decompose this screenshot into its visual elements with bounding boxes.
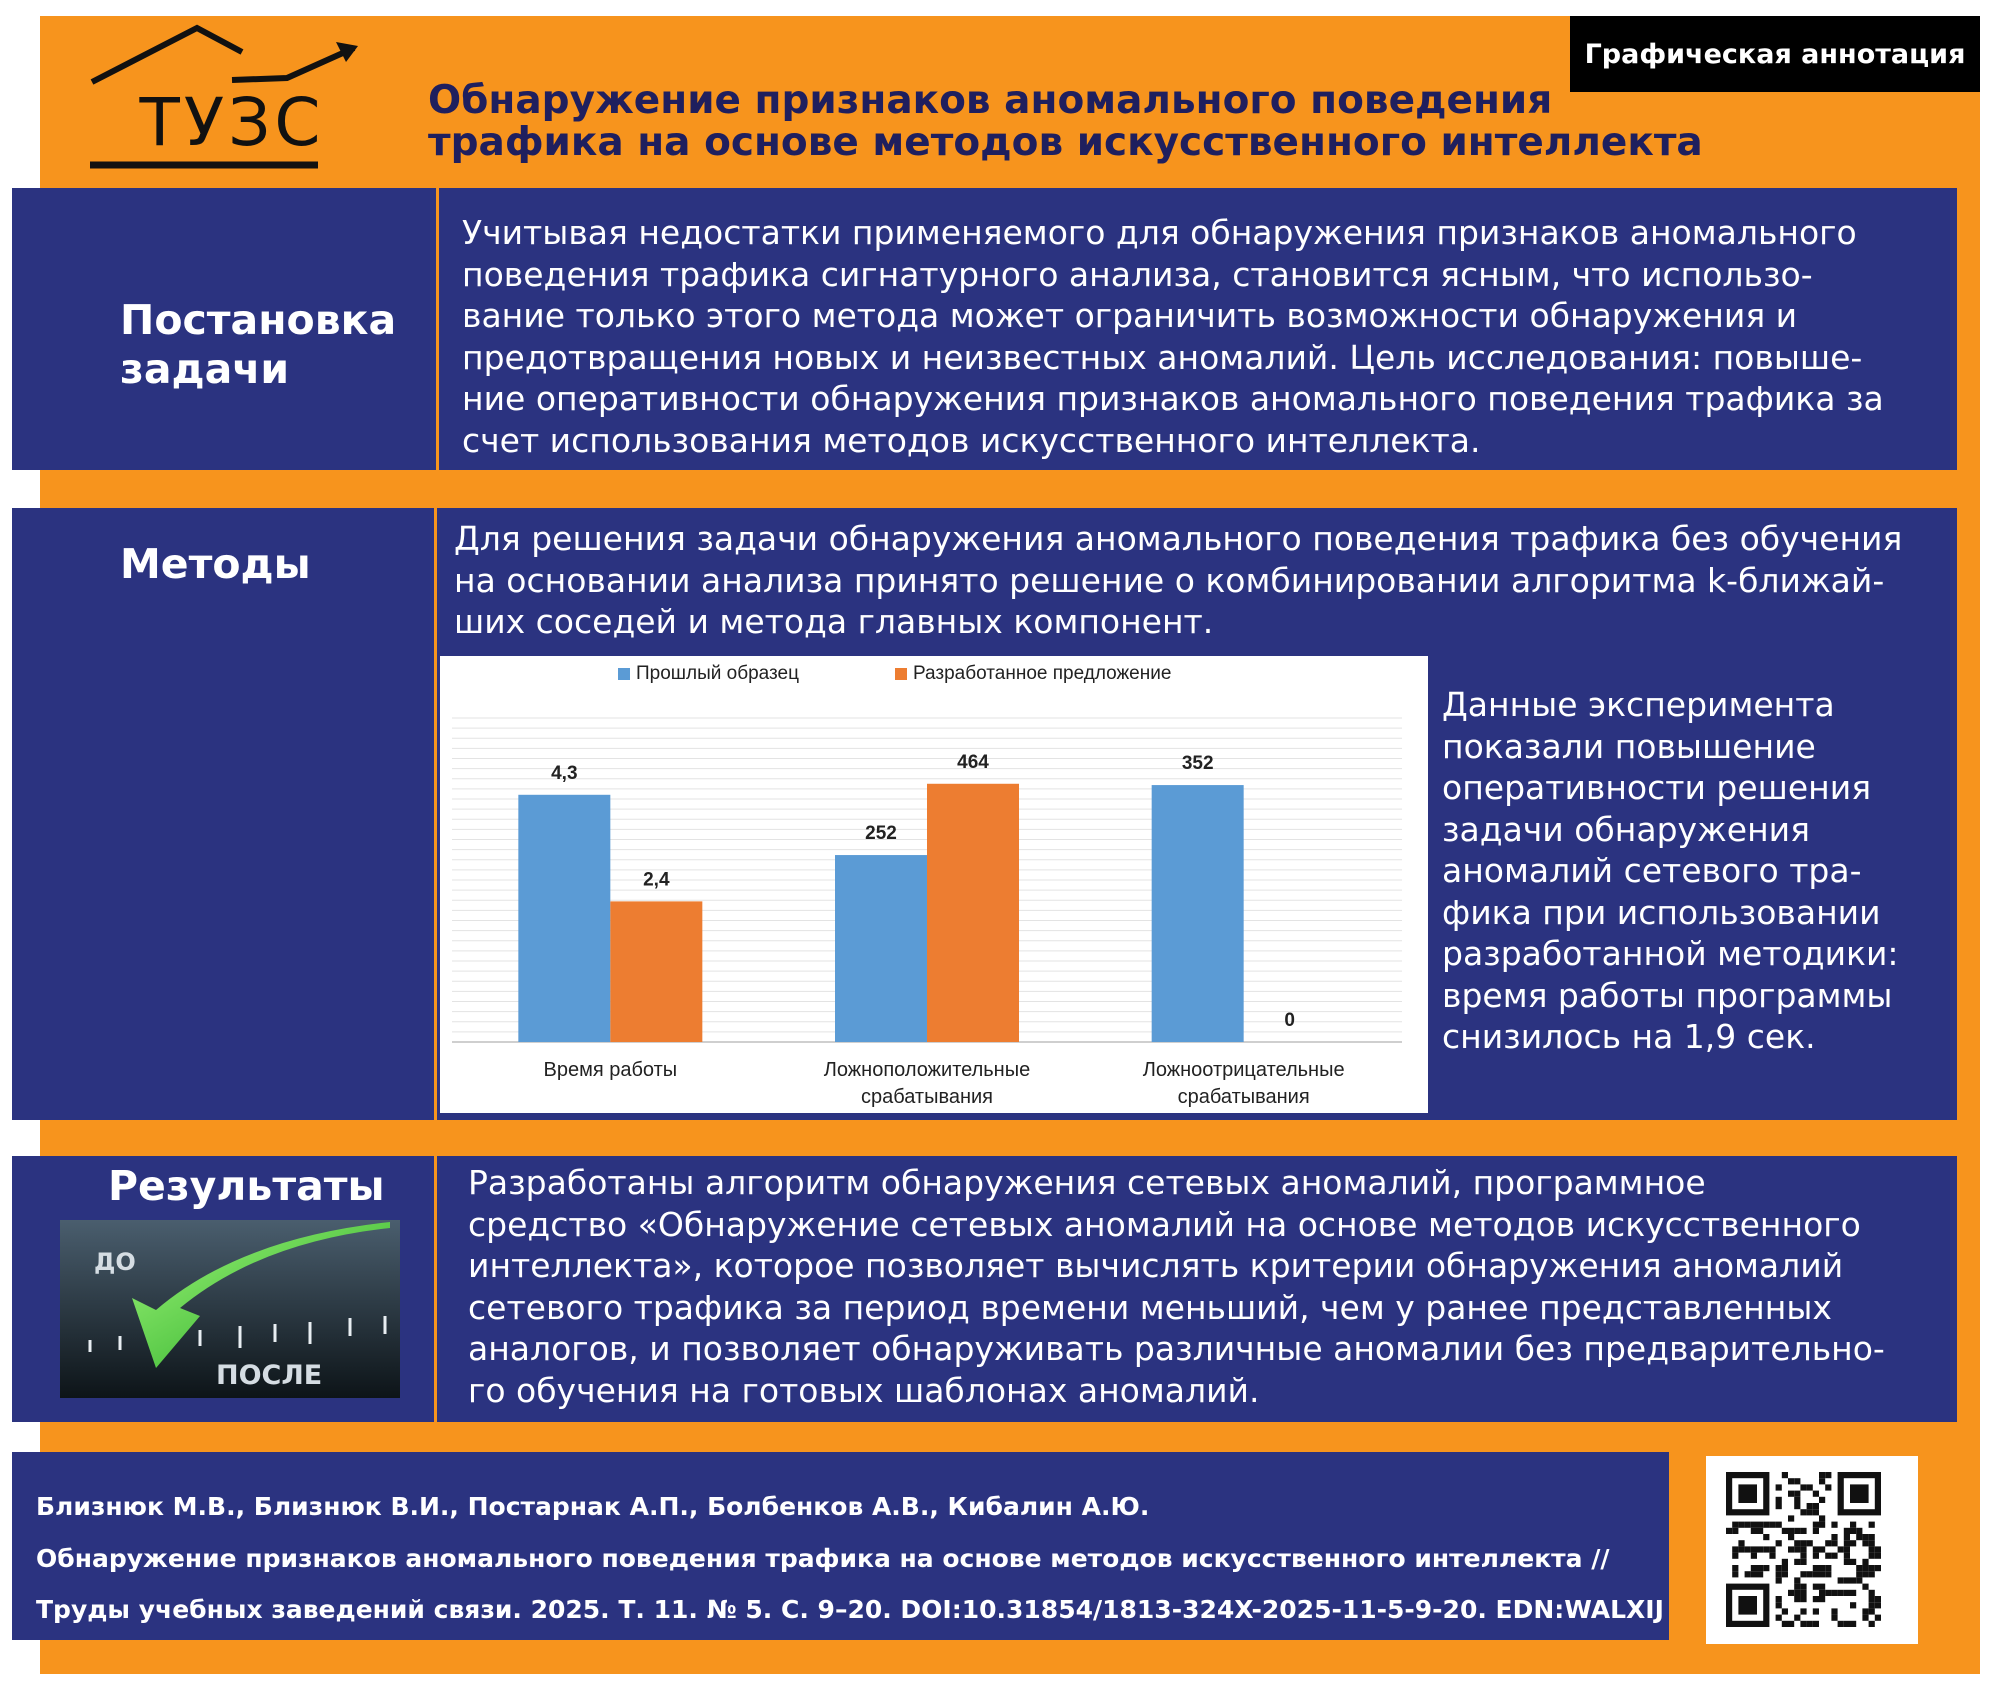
journal-logo bbox=[82, 20, 372, 180]
qr-module bbox=[1782, 1559, 1788, 1565]
qr-module bbox=[1745, 1522, 1751, 1528]
text-line: разработанной методики: bbox=[1442, 934, 1899, 973]
qr-module bbox=[1819, 1596, 1825, 1602]
qr-module bbox=[1831, 1540, 1837, 1546]
qr-module bbox=[1869, 1553, 1875, 1559]
chart-bar bbox=[610, 901, 702, 1042]
qr-module bbox=[1782, 1608, 1788, 1614]
qr-module bbox=[1844, 1528, 1850, 1534]
text-line: аномалий сетевого тра- bbox=[1442, 851, 1862, 890]
qr-module bbox=[1850, 1590, 1856, 1596]
qr-module bbox=[1788, 1478, 1794, 1484]
methods-heading: Методы bbox=[120, 540, 311, 588]
qr-module bbox=[1869, 1546, 1875, 1552]
text-line: предотвращения новых и неизвестных аномалий. Цель исследования: повыше- bbox=[462, 337, 1863, 377]
qr-module bbox=[1794, 1584, 1800, 1590]
task-heading-line-2: задачи bbox=[120, 345, 290, 394]
qr-module bbox=[1776, 1596, 1782, 1602]
qr-module bbox=[1844, 1540, 1850, 1546]
results-heading: Результаты bbox=[108, 1162, 385, 1210]
citation-authors: Близнюк М.В., Близнюк В.И., Постарнак А.П., Болбенков А.В., Кибалин А.Ю. bbox=[36, 1492, 1150, 1521]
qr-module bbox=[1844, 1577, 1850, 1583]
qr-module bbox=[1850, 1528, 1856, 1534]
qr-module bbox=[1869, 1602, 1875, 1608]
citation-article: Обнаружение признаков аномального поведения трафика на основе методов искусственного интеллекта // bbox=[36, 1544, 1610, 1573]
logo-text: ТУЗС bbox=[139, 84, 325, 161]
text-line: сетевого трафика за период времени меньший, чем у ранее представленных bbox=[468, 1287, 1832, 1327]
text-line: снизилось на 1,9 сек. bbox=[1442, 1017, 1816, 1056]
qr-module bbox=[1850, 1522, 1856, 1528]
qr-module bbox=[1831, 1615, 1837, 1621]
x-tick-label: срабатывания bbox=[860, 1086, 994, 1108]
qr-module bbox=[1732, 1522, 1738, 1528]
qr-module bbox=[1794, 1528, 1800, 1534]
qr-module bbox=[1738, 1540, 1744, 1546]
qr-module bbox=[1800, 1546, 1806, 1552]
qr-module bbox=[1745, 1571, 1751, 1577]
title-line-1: Обнаружение признаков аномального поведения bbox=[428, 78, 1553, 123]
qr-module bbox=[1856, 1528, 1862, 1534]
text-line: аналогов, и позволяет обнаруживать различные аномалии без предварительно- bbox=[468, 1329, 1885, 1368]
qr-module bbox=[1807, 1509, 1813, 1515]
qr-code-image bbox=[1706, 1456, 1918, 1644]
qr-module bbox=[1769, 1546, 1775, 1552]
qr-module bbox=[1757, 1522, 1763, 1528]
qr-module bbox=[1788, 1534, 1794, 1540]
text-line: поведения трафика сигнатурного анализа, становится ясным, что использо- bbox=[462, 254, 1813, 294]
qr-module bbox=[1869, 1608, 1875, 1614]
qr-module bbox=[1788, 1590, 1794, 1596]
legend-label: Прошлый образец bbox=[636, 663, 799, 684]
qr-module bbox=[1875, 1602, 1881, 1608]
task-heading bbox=[120, 296, 396, 394]
qr-finder-core bbox=[1850, 1484, 1869, 1503]
qr-module bbox=[1807, 1621, 1813, 1627]
qr-module bbox=[1769, 1553, 1775, 1559]
qr-module bbox=[1838, 1546, 1844, 1552]
qr-module bbox=[1875, 1615, 1881, 1621]
qr-module bbox=[1813, 1522, 1819, 1528]
qr-module bbox=[1869, 1621, 1875, 1627]
qr-module bbox=[1745, 1546, 1751, 1552]
qr-module bbox=[1807, 1540, 1813, 1546]
qr-module bbox=[1825, 1590, 1831, 1596]
qr-module bbox=[1782, 1571, 1788, 1577]
qr-module bbox=[1794, 1491, 1800, 1497]
methods-divider bbox=[434, 508, 437, 1120]
qr-module bbox=[1794, 1577, 1800, 1583]
qr-module bbox=[1751, 1522, 1757, 1528]
qr-module bbox=[1856, 1571, 1862, 1577]
qr-module bbox=[1800, 1621, 1806, 1627]
qr-module bbox=[1862, 1608, 1868, 1614]
qr-module bbox=[1819, 1546, 1825, 1552]
results-bar-chart bbox=[440, 656, 1428, 1113]
text-line: ние оперативности обнаружения признаков аномального поведения трафика за bbox=[462, 379, 1884, 418]
qr-module bbox=[1763, 1546, 1769, 1552]
qr-module bbox=[1800, 1559, 1806, 1565]
qr-module bbox=[1800, 1584, 1806, 1590]
qr-module bbox=[1831, 1590, 1837, 1596]
legend-label: Разработанное предложение bbox=[913, 663, 1172, 684]
qr-code[interactable] bbox=[1706, 1456, 1918, 1644]
qr-module bbox=[1776, 1503, 1782, 1509]
qr-module bbox=[1813, 1509, 1819, 1515]
qr-module bbox=[1738, 1522, 1744, 1528]
qr-module bbox=[1862, 1615, 1868, 1621]
qr-module bbox=[1844, 1590, 1850, 1596]
qr-module bbox=[1813, 1584, 1819, 1590]
bar-data-label: 252 bbox=[865, 823, 897, 845]
qr-module bbox=[1875, 1596, 1881, 1602]
qr-module bbox=[1732, 1546, 1738, 1552]
qr-module bbox=[1862, 1534, 1868, 1540]
chart-bar bbox=[835, 855, 927, 1042]
qr-module bbox=[1782, 1528, 1788, 1534]
qr-module bbox=[1850, 1540, 1856, 1546]
citation-journal: Труды учебных заведений связи. 2025. Т. 11. № 5. С. 9–20. DOI:10.31854/1813-324X-2025-11-5-9-20. EDN:WALXIJ bbox=[36, 1595, 1664, 1624]
qr-module bbox=[1819, 1515, 1825, 1521]
qr-module bbox=[1776, 1522, 1782, 1528]
qr-module bbox=[1788, 1546, 1794, 1552]
text-line: го обучения на готовых шаблонах аномалий. bbox=[468, 1370, 1260, 1410]
text-line: оперативности решения bbox=[1442, 768, 1872, 807]
qr-module bbox=[1862, 1565, 1868, 1571]
qr-module bbox=[1788, 1515, 1794, 1521]
qr-module bbox=[1751, 1571, 1757, 1577]
bar-data-label: 464 bbox=[957, 751, 989, 773]
qr-module bbox=[1825, 1571, 1831, 1577]
text-line: средство «Обнаружение сетевых аномалий на основе методов искусственного bbox=[468, 1204, 1861, 1244]
qr-module bbox=[1825, 1540, 1831, 1546]
chart-canvas bbox=[440, 656, 1428, 1113]
qr-module bbox=[1844, 1534, 1850, 1540]
title-line-2: трафика на основе методов искусственного интеллекта bbox=[428, 120, 1703, 166]
qr-module bbox=[1757, 1528, 1763, 1534]
qr-module bbox=[1794, 1503, 1800, 1509]
x-tick-label: Ложноотрицательные bbox=[1142, 1059, 1345, 1081]
qr-module bbox=[1763, 1565, 1769, 1571]
qr-module bbox=[1763, 1534, 1769, 1540]
qr-module bbox=[1838, 1621, 1844, 1627]
qr-module bbox=[1813, 1553, 1819, 1559]
qr-module bbox=[1776, 1577, 1782, 1583]
qr-module bbox=[1838, 1577, 1844, 1583]
qr-module bbox=[1856, 1534, 1862, 1540]
qr-module bbox=[1831, 1608, 1837, 1614]
qr-module bbox=[1844, 1621, 1850, 1627]
qr-module bbox=[1819, 1565, 1825, 1571]
text-line: на основании анализа принято решение о комбинировании алгоритма k-ближай- bbox=[454, 560, 1885, 600]
qr-module bbox=[1732, 1528, 1738, 1534]
bar-data-label: 4,3 bbox=[551, 762, 578, 784]
qr-module bbox=[1850, 1559, 1856, 1565]
task-text bbox=[462, 212, 1942, 461]
qr-module bbox=[1738, 1546, 1744, 1552]
qr-module bbox=[1788, 1528, 1794, 1534]
logo-arrow bbox=[232, 48, 354, 80]
qr-module bbox=[1751, 1565, 1757, 1571]
qr-module bbox=[1862, 1571, 1868, 1577]
qr-module bbox=[1757, 1546, 1763, 1552]
graphical-abstract-tag: Графическая аннотация bbox=[1570, 16, 1980, 92]
text-line: вание только этого метода может ограничить возможности обнаружения и bbox=[462, 296, 1798, 335]
text-line: задачи обнаружения bbox=[1442, 809, 1810, 849]
qr-module bbox=[1776, 1615, 1782, 1621]
qr-module bbox=[1776, 1571, 1782, 1577]
bar-data-label: 352 bbox=[1181, 753, 1214, 775]
qr-module bbox=[1813, 1503, 1819, 1509]
qr-module bbox=[1862, 1584, 1868, 1590]
qr-module bbox=[1751, 1528, 1757, 1534]
qr-module bbox=[1726, 1528, 1732, 1534]
qr-module bbox=[1819, 1522, 1825, 1528]
text-line: фика при использовании bbox=[1442, 892, 1881, 932]
qr-module bbox=[1776, 1497, 1782, 1503]
qr-module bbox=[1776, 1540, 1782, 1546]
methods-text bbox=[454, 518, 1949, 643]
qr-module bbox=[1844, 1559, 1850, 1565]
chart-bar bbox=[1152, 785, 1244, 1042]
qr-module bbox=[1850, 1621, 1856, 1627]
bar-data-label: 2,4 bbox=[643, 869, 670, 891]
qr-module bbox=[1776, 1602, 1782, 1608]
qr-module bbox=[1862, 1559, 1868, 1565]
qr-module bbox=[1869, 1565, 1875, 1571]
qr-module bbox=[1794, 1615, 1800, 1621]
qr-module bbox=[1800, 1528, 1806, 1534]
qr-module bbox=[1819, 1497, 1825, 1503]
qr-module bbox=[1813, 1565, 1819, 1571]
qr-finder-core bbox=[1738, 1484, 1757, 1503]
qr-module bbox=[1794, 1540, 1800, 1546]
qr-module bbox=[1800, 1571, 1806, 1577]
results-text bbox=[468, 1162, 1948, 1411]
qr-module bbox=[1800, 1509, 1806, 1515]
qr-module bbox=[1813, 1546, 1819, 1552]
qr-module bbox=[1813, 1491, 1819, 1497]
qr-module bbox=[1875, 1546, 1881, 1552]
chart-bar bbox=[518, 795, 610, 1042]
qr-module bbox=[1782, 1472, 1788, 1478]
qr-module bbox=[1807, 1571, 1813, 1577]
qr-module bbox=[1732, 1571, 1738, 1577]
qr-module bbox=[1875, 1553, 1881, 1559]
x-tick-label: Время работы bbox=[543, 1059, 678, 1081]
qr-module bbox=[1819, 1478, 1825, 1484]
qr-module bbox=[1800, 1540, 1806, 1546]
qr-module bbox=[1831, 1553, 1837, 1559]
qr-module bbox=[1800, 1484, 1806, 1490]
qr-module bbox=[1800, 1596, 1806, 1602]
qr-module bbox=[1825, 1484, 1831, 1490]
qr-module bbox=[1732, 1553, 1738, 1559]
bar-data-label: 0 bbox=[1284, 1010, 1295, 1031]
qr-module bbox=[1769, 1522, 1775, 1528]
qr-module bbox=[1862, 1540, 1868, 1546]
x-tick-label: срабатывания bbox=[1177, 1086, 1310, 1108]
qr-module bbox=[1788, 1491, 1794, 1497]
qr-finder-core bbox=[1738, 1596, 1757, 1615]
qr-module bbox=[1856, 1577, 1862, 1583]
x-tick-label: Ложноположительные bbox=[823, 1059, 1031, 1081]
qr-module bbox=[1782, 1565, 1788, 1571]
results-divider bbox=[434, 1156, 437, 1422]
after-label: ПОСЛЕ bbox=[216, 1360, 323, 1391]
qr-module bbox=[1869, 1522, 1875, 1528]
qr-module bbox=[1813, 1621, 1819, 1627]
task-heading-line-1: Постановка bbox=[120, 296, 397, 344]
qr-module bbox=[1776, 1484, 1782, 1490]
legend-swatch bbox=[895, 668, 907, 680]
text-line: Разработаны алгоритм обнаружения сетевых аномалий, программное bbox=[468, 1163, 1706, 1202]
qr-module bbox=[1763, 1522, 1769, 1528]
qr-module bbox=[1875, 1565, 1881, 1571]
qr-module bbox=[1869, 1534, 1875, 1540]
text-line: интеллекта», которое позволяет вычислять критерии обнаружения аномалий bbox=[468, 1246, 1844, 1285]
qr-module bbox=[1844, 1553, 1850, 1559]
text-line: Данные эксперимента bbox=[1442, 685, 1835, 724]
qr-module bbox=[1794, 1546, 1800, 1552]
qr-module bbox=[1757, 1565, 1763, 1571]
legend-swatch bbox=[618, 668, 630, 680]
qr-module bbox=[1807, 1503, 1813, 1509]
qr-module bbox=[1869, 1596, 1875, 1602]
qr-module bbox=[1869, 1540, 1875, 1546]
qr-module bbox=[1850, 1602, 1856, 1608]
qr-module bbox=[1838, 1590, 1844, 1596]
qr-module bbox=[1856, 1565, 1862, 1571]
logo-roof bbox=[92, 28, 242, 82]
qr-module bbox=[1776, 1565, 1782, 1571]
qr-module bbox=[1869, 1571, 1875, 1577]
text-line: время работы программы bbox=[1442, 975, 1893, 1015]
qr-module bbox=[1794, 1596, 1800, 1602]
qr-module bbox=[1819, 1584, 1825, 1590]
chart-bar bbox=[927, 784, 1019, 1042]
text-line: показали повышение bbox=[1442, 726, 1816, 766]
qr-module bbox=[1813, 1596, 1819, 1602]
text-line: Для решения задачи обнаружения аномального поведения трафика без обучения bbox=[454, 519, 1903, 558]
before-label: ДО bbox=[94, 1248, 136, 1276]
qr-module bbox=[1732, 1565, 1738, 1571]
text-line: Учитывая недостатки применяемого для обнаружения признаков аномального bbox=[462, 213, 1857, 252]
qr-module bbox=[1794, 1478, 1800, 1484]
qr-module bbox=[1794, 1559, 1800, 1565]
qr-module bbox=[1831, 1534, 1837, 1540]
qr-module bbox=[1844, 1546, 1850, 1552]
qr-module bbox=[1831, 1522, 1837, 1528]
qr-module bbox=[1807, 1484, 1813, 1490]
text-line: счет использования методов искусственного интеллекта. bbox=[462, 420, 1481, 460]
qr-module bbox=[1819, 1571, 1825, 1577]
qr-module bbox=[1788, 1621, 1794, 1627]
qr-module bbox=[1825, 1472, 1831, 1478]
qr-module bbox=[1819, 1590, 1825, 1596]
qr-module bbox=[1813, 1528, 1819, 1534]
methods-findings-text bbox=[1442, 684, 1952, 1058]
before-after-gauge-image bbox=[60, 1220, 400, 1398]
qr-module bbox=[1819, 1472, 1825, 1478]
qr-module bbox=[1825, 1565, 1831, 1571]
qr-module bbox=[1850, 1577, 1856, 1583]
qr-module bbox=[1800, 1553, 1806, 1559]
text-line: ших соседей и метода главных компонент. bbox=[454, 602, 1214, 641]
qr-module bbox=[1813, 1608, 1819, 1614]
qr-module bbox=[1825, 1553, 1831, 1559]
qr-module bbox=[1751, 1546, 1757, 1552]
page-title bbox=[428, 80, 1703, 164]
qr-module bbox=[1794, 1590, 1800, 1596]
task-divider bbox=[436, 188, 439, 470]
qr-module bbox=[1751, 1553, 1757, 1559]
qr-module bbox=[1794, 1497, 1800, 1503]
qr-module bbox=[1782, 1621, 1788, 1627]
qr-module bbox=[1813, 1571, 1819, 1577]
qr-module bbox=[1800, 1590, 1806, 1596]
qr-module bbox=[1800, 1608, 1806, 1614]
qr-module bbox=[1757, 1571, 1763, 1577]
qr-module bbox=[1869, 1590, 1875, 1596]
